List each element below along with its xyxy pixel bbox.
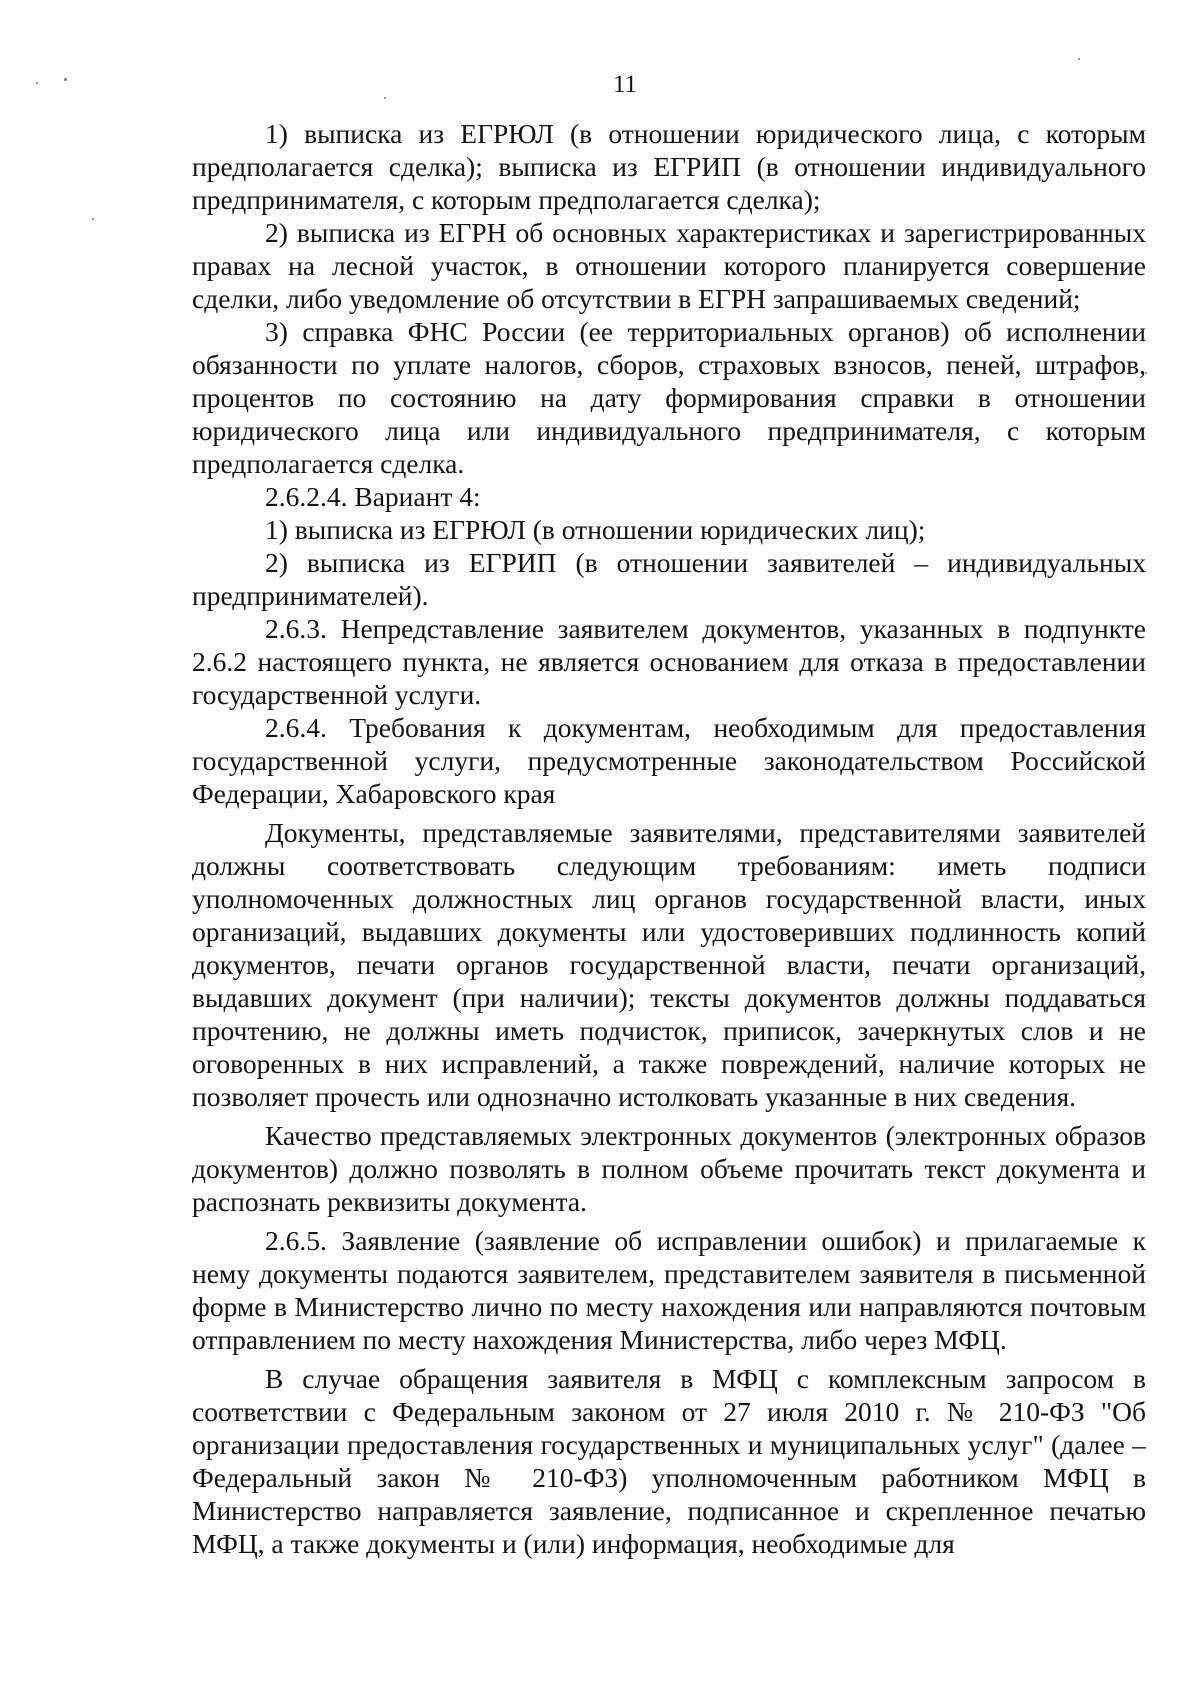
page-number: 11: [612, 71, 638, 98]
paragraph: Документы, представляемые заявителями, представителями заявителей должны соответствовать следующим требованиям: иметь подписи уполномоченных должностных лиц органов государственной власти, иных организаций, выдавших документы или удостоверивших подлинность копий документов, печати органов государственной власти, печати организаций, выдавших документ (при наличии); тексты документов должны поддаваться прочтению, не должны иметь подчисток, приписок, зачеркнутых слов и не оговоренных в них исправлений, а также повреждений, наличие которых не позволяет прочесть или однозначно истолковать указанные в них сведения.: [192, 817, 1146, 1112]
paragraph: Качество представляемых электронных документов (электронных образов документов) должно позволять в полном объеме прочитать текст документа и распознать реквизиты документа.: [192, 1120, 1146, 1217]
paragraph: 1) выписка из ЕГРЮЛ (в отношении юридических лиц);: [265, 514, 926, 545]
paragraph: 2.6.2.4. Вариант 4:: [265, 481, 481, 512]
document-body: [192, 117, 1146, 1560]
paragraph: 2) выписка из ЕГРИП (в отношении заявителей – индивидуальных предпринимателей).: [192, 547, 1146, 611]
paragraph: 2) выписка из ЕГРН об основных характеристиках и зарегистрированных правах на лесной участок, в отношении которого планируется совершение сделки, либо уведомление об отсутствии в ЕГРН запрашиваемых сведений;: [192, 217, 1146, 314]
paragraph: 1) выписка из ЕГРЮЛ (в отношении юридического лица, с которым предполагается сделка); выписка из ЕГРИП (в отношении индивидуального предпринимателя, с которым предполагается сделка);: [192, 118, 1146, 215]
paragraph: 2.6.3. Непредставление заявителем документов, указанных в подпункте 2.6.2 настоящего пункта, не является основанием для отказа в предоставлении государственной услуги.: [192, 613, 1146, 710]
paragraph: 3) справка ФНС России (ее территориальных органов) об исполнении обязанности по уплате налогов, сборов, страховых взносов, пеней, штрафов, процентов по состоянию на дату формирования справки в отношении юридического лица или индивидуального предпринимателя, с которым предполагается сделка.: [192, 316, 1146, 479]
scan-speck: [1078, 58, 1080, 60]
scan-speck: [92, 218, 94, 220]
paragraph: В случае обращения заявителя в МФЦ с комплексным запросом в соответствии с Федеральным законом от 27 июля 2010 г. № 210-ФЗ "Об организации предоставления государственных и муниципальных услуг" (далее – Федеральный закон № 210-ФЗ) уполномоченным работником МФЦ в Министерство направляется заявление, подписанное и скрепленное печатью МФЦ, а также документы и (или) информация, необходимые для: [192, 1363, 1146, 1559]
paragraph: 2.6.5. Заявление (заявление об исправлении ошибок) и прилагаемые к нему документы подаются заявителем, представителем заявителя в письменной форме в Министерство лично по месту нахождения или направляются почтовым отправлением по месту нахождения Министерства, либо через МФЦ.: [192, 1225, 1146, 1355]
paragraph: 2.6.4. Требования к документам, необходимым для предоставления государственной услуги, предусмотренные законодательством Российской Федерации, Хабаровского края: [192, 712, 1146, 809]
